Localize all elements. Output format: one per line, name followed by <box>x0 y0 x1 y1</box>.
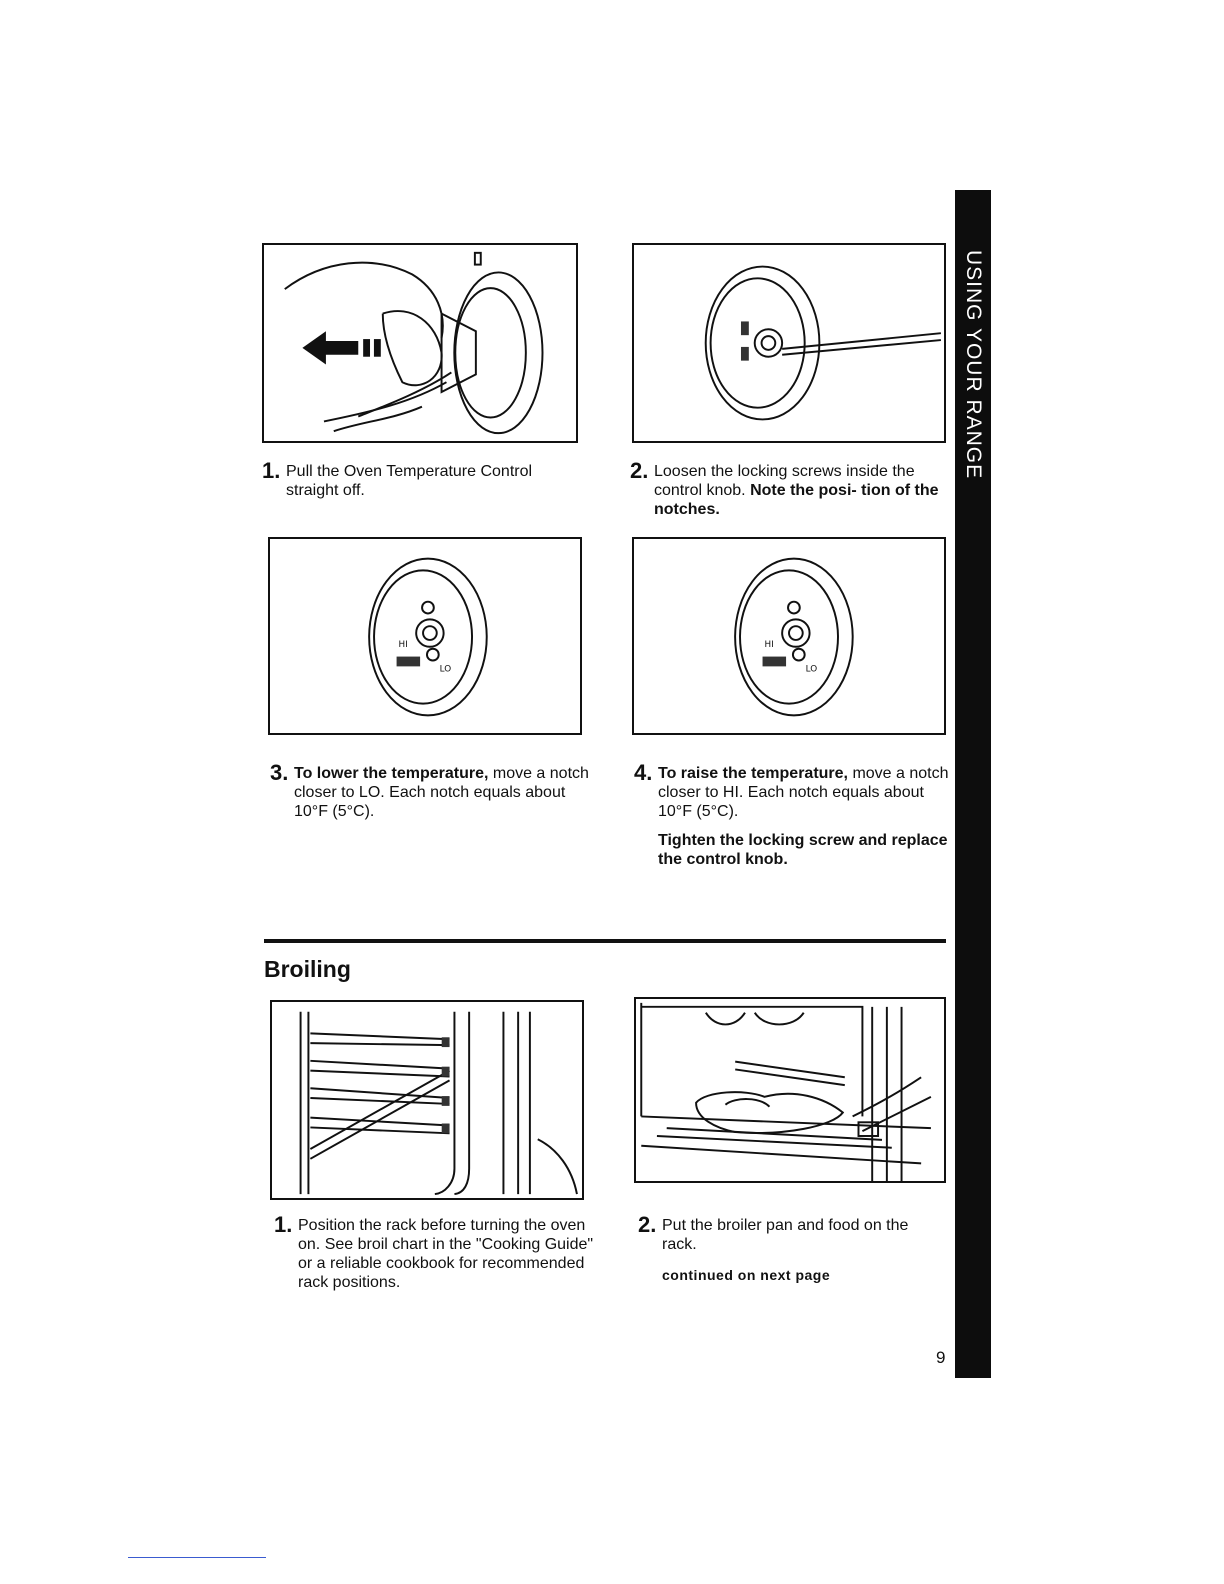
step-text: Position the rack before turning the oven on. See broil chart in the "Cooking Guide" or a reliable cookbook for recommended rack positions. <box>298 1217 594 1291</box>
dial-hi-label: HI <box>764 639 774 650</box>
figure-lower-temperature <box>268 537 582 735</box>
step-number: 2. <box>638 1212 657 1237</box>
step-2-broiler-pan <box>638 1212 938 1285</box>
figure-pull-knob <box>262 243 578 443</box>
step-number: 4. <box>634 760 653 785</box>
step-heading-bold: To raise the temperature, <box>658 765 848 782</box>
dial-lower-illustration <box>270 539 580 733</box>
step-text: Loosen the locking screws inside the control knob. <box>654 463 915 499</box>
step-heading-bold: To lower the temperature, <box>294 765 489 782</box>
dial-raise-illustration <box>634 539 944 733</box>
step-text: Pull the Oven Temperature Control straight off. <box>286 463 533 499</box>
step-text: move a notch closer to LO. Each notch equals about 10°F (5°C). <box>294 765 589 820</box>
dial-lo-label: LO <box>439 664 452 675</box>
page-number: 9 <box>936 1348 946 1367</box>
figure-loosen-screws <box>632 243 946 443</box>
figure-rack-positions <box>270 1000 584 1200</box>
dial-lo-label: LO <box>805 664 818 675</box>
step-note-bold: Note the posi- tion of the notches. <box>654 482 939 518</box>
step-3-lower-temperature <box>270 760 590 821</box>
step-number: 2. <box>630 458 649 483</box>
side-tab <box>955 190 991 1378</box>
pull-knob-illustration <box>264 245 576 441</box>
step-note-bold: Tighten the locking screw and replace the control knob. <box>658 832 948 868</box>
section-title: Broiling <box>264 956 351 982</box>
step-4-raise-temperature <box>634 760 949 869</box>
footer-line <box>128 1557 266 1558</box>
step-number: 1. <box>262 458 281 483</box>
step-number: 3. <box>270 760 289 785</box>
step-1-pull-control <box>262 458 562 500</box>
figure-raise-temperature <box>632 537 946 735</box>
side-tab-label: USING YOUR RANGE <box>962 250 985 480</box>
section-divider <box>264 939 946 943</box>
loosen-screws-illustration <box>634 245 944 441</box>
step-1-position-rack <box>274 1212 594 1292</box>
broiler-pan-illustration <box>636 999 944 1181</box>
rack-positions-illustration <box>272 1002 582 1198</box>
figure-broiler-pan <box>634 997 946 1183</box>
continued-note: continued on next page <box>662 1267 831 1283</box>
step-text: move a notch closer to HI. Each notch equals about 10°F (5°C). <box>658 765 949 820</box>
step-number: 1. <box>274 1212 293 1237</box>
dial-hi-label: HI <box>398 639 408 650</box>
step-text: Put the broiler pan and food on the rack. <box>662 1217 909 1253</box>
step-2-loosen-screws <box>630 458 940 519</box>
